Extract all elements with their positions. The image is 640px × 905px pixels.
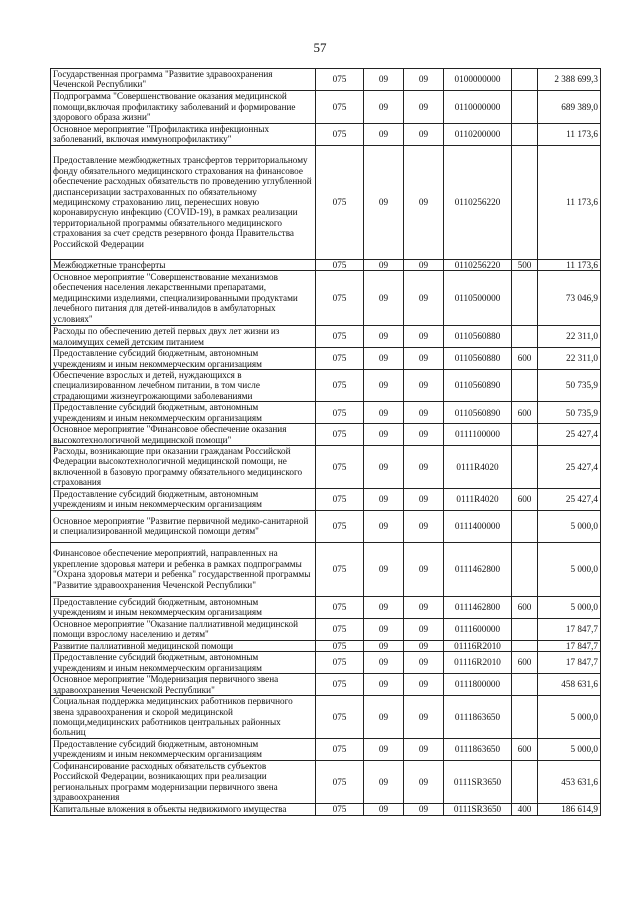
row-ministry-code: 075 [316, 123, 364, 145]
row-amount: 11 173,6 [538, 123, 601, 145]
table-row [51, 326, 601, 348]
row-section: 09 [364, 695, 404, 738]
row-subsection: 09 [404, 488, 444, 510]
table-row [51, 738, 601, 760]
row-target-article: 0111R4020 [444, 446, 512, 489]
row-target-article: 0110256220 [444, 145, 512, 259]
row-name: Предоставление субсидий бюджетным, автономным учреждениям и иным некоммерческим организациям [51, 402, 316, 424]
table-row [51, 510, 601, 542]
row-target-article: 0110200000 [444, 123, 512, 145]
table-row [51, 348, 601, 370]
row-subsection: 09 [404, 542, 444, 596]
row-amount: 17 847,7 [538, 652, 601, 674]
row-ministry-code: 075 [316, 145, 364, 259]
row-ministry-code: 075 [316, 259, 364, 270]
row-section: 09 [364, 348, 404, 370]
row-ministry-code: 075 [316, 652, 364, 674]
row-subsection: 09 [404, 90, 444, 123]
row-ministry-code: 075 [316, 674, 364, 696]
row-name: Капитальные вложения в объекты недвижимого имущества [51, 803, 316, 815]
row-expense-type [512, 123, 538, 145]
table-row [51, 542, 601, 596]
row-amount: 2 388 699,3 [538, 69, 601, 91]
row-name: Основное мероприятие "Оказание паллиативной медицинской помощи взрослому населению и детям" [51, 618, 316, 640]
row-name: Обеспечение взрослых и детей, нуждающихся в специализированном лечебном питании, в том числе страдающими жизнеугрожающими заболеваниями [51, 370, 316, 402]
row-section: 09 [364, 488, 404, 510]
row-expense-type [512, 326, 538, 348]
row-ministry-code: 075 [316, 488, 364, 510]
row-name: Основное мероприятие "Профилактика инфекционных заболеваний, включая иммунопрофилактику" [51, 123, 316, 145]
budget-table [50, 68, 601, 816]
table-row [51, 90, 601, 123]
row-section: 09 [364, 69, 404, 91]
table-row [51, 370, 601, 402]
row-subsection: 09 [404, 424, 444, 446]
row-amount: 25 427,4 [538, 488, 601, 510]
row-expense-type [512, 424, 538, 446]
row-ministry-code: 075 [316, 738, 364, 760]
row-name: Развитие паллиативной медицинской помощи [51, 640, 316, 651]
row-ministry-code: 075 [316, 640, 364, 651]
row-target-article: 0111863650 [444, 695, 512, 738]
row-name: Предоставление субсидий бюджетным, автономным учреждениям и иным некоммерческим организациям [51, 652, 316, 674]
table-row [51, 695, 601, 738]
table-row [51, 402, 601, 424]
row-target-article: 0110560880 [444, 326, 512, 348]
row-target-article: 0110256220 [444, 259, 512, 270]
row-ministry-code: 075 [316, 424, 364, 446]
row-target-article: 0110560890 [444, 370, 512, 402]
row-expense-type: 600 [512, 596, 538, 618]
table-row [51, 488, 601, 510]
row-subsection: 09 [404, 695, 444, 738]
page-number: 57 [313, 40, 327, 55]
row-amount: 186 614,9 [538, 803, 601, 815]
row-target-article: 0110500000 [444, 271, 512, 326]
row-name: Основное мероприятие "Совершенствование механизмов обеспечения населения лекарственными препаратами, медицинскими изделиями, специализированными продуктами лечебного питания для детей-инвалидов в амбулаторных условиях" [51, 271, 316, 326]
row-ministry-code: 075 [316, 348, 364, 370]
row-amount: 5 000,0 [538, 510, 601, 542]
row-section: 09 [364, 259, 404, 270]
row-amount: 25 427,4 [538, 424, 601, 446]
table-row [51, 271, 601, 326]
row-name: Межбюджетные трансферты [51, 259, 316, 270]
row-ministry-code: 075 [316, 69, 364, 91]
row-subsection: 09 [404, 145, 444, 259]
row-section: 09 [364, 596, 404, 618]
row-ministry-code: 075 [316, 760, 364, 803]
row-ministry-code: 075 [316, 596, 364, 618]
row-subsection: 09 [404, 271, 444, 326]
row-name: Расходы по обеспечению детей первых двух лет жизни из малоимущих семей детским питанием [51, 326, 316, 348]
row-subsection: 09 [404, 326, 444, 348]
table-row [51, 760, 601, 803]
row-subsection: 09 [404, 803, 444, 815]
row-section: 09 [364, 370, 404, 402]
row-subsection: 09 [404, 402, 444, 424]
row-section: 09 [364, 738, 404, 760]
row-name: Государственная программа "Развитие здравоохранения Чеченской Республики" [51, 69, 316, 91]
row-expense-type: 600 [512, 348, 538, 370]
table-row [51, 123, 601, 145]
row-target-article: 0111600000 [444, 618, 512, 640]
row-section: 09 [364, 760, 404, 803]
row-subsection: 09 [404, 674, 444, 696]
row-expense-type: 500 [512, 259, 538, 270]
row-amount: 689 389,0 [538, 90, 601, 123]
row-expense-type [512, 446, 538, 489]
row-section: 09 [364, 271, 404, 326]
row-expense-type [512, 510, 538, 542]
table-row [51, 259, 601, 270]
row-target-article: 0111SR3650 [444, 760, 512, 803]
row-amount: 22 311,0 [538, 326, 601, 348]
row-section: 09 [364, 618, 404, 640]
row-expense-type [512, 760, 538, 803]
row-target-article: 0111800000 [444, 674, 512, 696]
row-subsection: 09 [404, 69, 444, 91]
row-target-article: 0111863650 [444, 738, 512, 760]
row-name: Предоставление субсидий бюджетным, автономным учреждениям и иным некоммерческим организациям [51, 596, 316, 618]
row-subsection: 09 [404, 652, 444, 674]
row-name: Основное мероприятие "Финансовое обеспечение оказания высокотехнологичной медицинской помощи" [51, 424, 316, 446]
row-expense-type: 600 [512, 652, 538, 674]
row-target-article: 01116R2010 [444, 640, 512, 651]
row-expense-type [512, 69, 538, 91]
row-target-article: 01116R2010 [444, 652, 512, 674]
row-target-article: 0110000000 [444, 90, 512, 123]
row-expense-type [512, 618, 538, 640]
row-section: 09 [364, 424, 404, 446]
table-row [51, 640, 601, 651]
row-target-article: 0111SR3650 [444, 803, 512, 815]
table-row [51, 803, 601, 815]
row-name: Предоставление субсидий бюджетным, автономным учреждениям и иным некоммерческим организациям [51, 488, 316, 510]
row-amount: 73 046,9 [538, 271, 601, 326]
row-ministry-code: 075 [316, 542, 364, 596]
row-amount: 5 000,0 [538, 738, 601, 760]
row-ministry-code: 075 [316, 618, 364, 640]
table-row [51, 674, 601, 696]
row-subsection: 09 [404, 510, 444, 542]
row-expense-type [512, 640, 538, 651]
row-expense-type: 600 [512, 488, 538, 510]
row-expense-type [512, 271, 538, 326]
row-subsection: 09 [404, 123, 444, 145]
row-ministry-code: 075 [316, 446, 364, 489]
row-ministry-code: 075 [316, 803, 364, 815]
row-subsection: 09 [404, 596, 444, 618]
row-amount: 25 427,4 [538, 446, 601, 489]
row-ministry-code: 075 [316, 402, 364, 424]
row-section: 09 [364, 542, 404, 596]
row-expense-type: 600 [512, 738, 538, 760]
row-name: Предоставление субсидий бюджетным, автономным учреждениям и иным некоммерческим организациям [51, 348, 316, 370]
row-amount: 11 173,6 [538, 259, 601, 270]
row-name: Финансовое обеспечение мероприятий, направленных на укрепление здоровья матери и ребенка в рамках подпрограммы "Охрана здоровья матери и ребенка" государственной программы "Развитие здравоохранения Чеченской Республики" [51, 542, 316, 596]
table-row [51, 618, 601, 640]
row-target-article: 0110560880 [444, 348, 512, 370]
row-amount: 17 847,7 [538, 640, 601, 651]
table-row [51, 145, 601, 259]
row-subsection: 09 [404, 446, 444, 489]
table-row [51, 652, 601, 674]
row-ministry-code: 075 [316, 695, 364, 738]
row-section: 09 [364, 90, 404, 123]
row-target-article: 0111100000 [444, 424, 512, 446]
row-target-article: 0100000000 [444, 69, 512, 91]
row-amount: 11 173,6 [538, 145, 601, 259]
row-name: Предоставление межбюджетных трансфертов территориальному фонду обязательного медицинского страхования на финансовое обеспечение расходных обязательств по проведению углубленной диспансеризации застрахованных по обязательному медицинскому страхованию лиц, перенесших новую коронавирусную инфекцию (COVID-19), в рамках реализации территориальной программы обязательного медицинского страхования за счет средств резервного фонда Правительства Российской Федерации [51, 145, 316, 259]
row-subsection: 09 [404, 738, 444, 760]
row-target-article: 0110560890 [444, 402, 512, 424]
row-expense-type [512, 674, 538, 696]
row-amount: 458 631,6 [538, 674, 601, 696]
row-target-article: 0111R4020 [444, 488, 512, 510]
row-name: Основное мероприятие "Развитие первичной медико-санитарной и специализированной медицинской помощи детям" [51, 510, 316, 542]
row-expense-type [512, 145, 538, 259]
row-name: Основное мероприятие "Модернизация первичного звена здравоохранения Чеченской Республики" [51, 674, 316, 696]
row-amount: 5 000,0 [538, 695, 601, 738]
row-amount: 50 735,9 [538, 370, 601, 402]
row-subsection: 09 [404, 348, 444, 370]
row-ministry-code: 075 [316, 510, 364, 542]
table-row [51, 446, 601, 489]
row-subsection: 09 [404, 640, 444, 651]
row-amount: 22 311,0 [538, 348, 601, 370]
row-section: 09 [364, 640, 404, 651]
table-row [51, 424, 601, 446]
row-section: 09 [364, 326, 404, 348]
row-section: 09 [364, 510, 404, 542]
row-ministry-code: 075 [316, 370, 364, 402]
row-name: Софинансирование расходных обязательств субъектов Российской Федерации, возникающих при реализации региональных программ модернизации первичного звена здравоохранения [51, 760, 316, 803]
row-name: Расходы, возникающие при оказании гражданам Российской Федерации высокотехнологичной медицинской помощи, не включенной в базовую программу обязательного медицинского страхования [51, 446, 316, 489]
row-amount: 50 735,9 [538, 402, 601, 424]
row-name: Подпрограмма "Совершенствование оказания медицинской помощи,включая профилактику заболеваний и формирование здорового образа жизни" [51, 90, 316, 123]
row-name: Социальная поддержка медицинских работников первичного звена здравоохранения и скорой медицинской помощи,медицинских работников центральных районных больниц [51, 695, 316, 738]
table-row [51, 69, 601, 91]
row-target-article: 0111462800 [444, 596, 512, 618]
table-body [51, 69, 601, 816]
row-section: 09 [364, 145, 404, 259]
row-section: 09 [364, 446, 404, 489]
row-section: 09 [364, 803, 404, 815]
row-name: Предоставление субсидий бюджетным, автономным учреждениям и иным некоммерческим организациям [51, 738, 316, 760]
row-ministry-code: 075 [316, 90, 364, 123]
row-expense-type [512, 90, 538, 123]
row-expense-type [512, 542, 538, 596]
row-subsection: 09 [404, 618, 444, 640]
row-subsection: 09 [404, 259, 444, 270]
row-expense-type [512, 695, 538, 738]
row-section: 09 [364, 674, 404, 696]
row-section: 09 [364, 402, 404, 424]
row-amount: 5 000,0 [538, 542, 601, 596]
row-expense-type: 600 [512, 402, 538, 424]
row-amount: 453 631,6 [538, 760, 601, 803]
row-amount: 17 847,7 [538, 618, 601, 640]
row-expense-type [512, 370, 538, 402]
row-target-article: 0111462800 [444, 542, 512, 596]
row-expense-type: 400 [512, 803, 538, 815]
row-ministry-code: 075 [316, 326, 364, 348]
row-ministry-code: 075 [316, 271, 364, 326]
table-row [51, 596, 601, 618]
row-subsection: 09 [404, 370, 444, 402]
row-target-article: 0111400000 [444, 510, 512, 542]
row-amount: 5 000,0 [538, 596, 601, 618]
row-section: 09 [364, 652, 404, 674]
row-section: 09 [364, 123, 404, 145]
row-subsection: 09 [404, 760, 444, 803]
